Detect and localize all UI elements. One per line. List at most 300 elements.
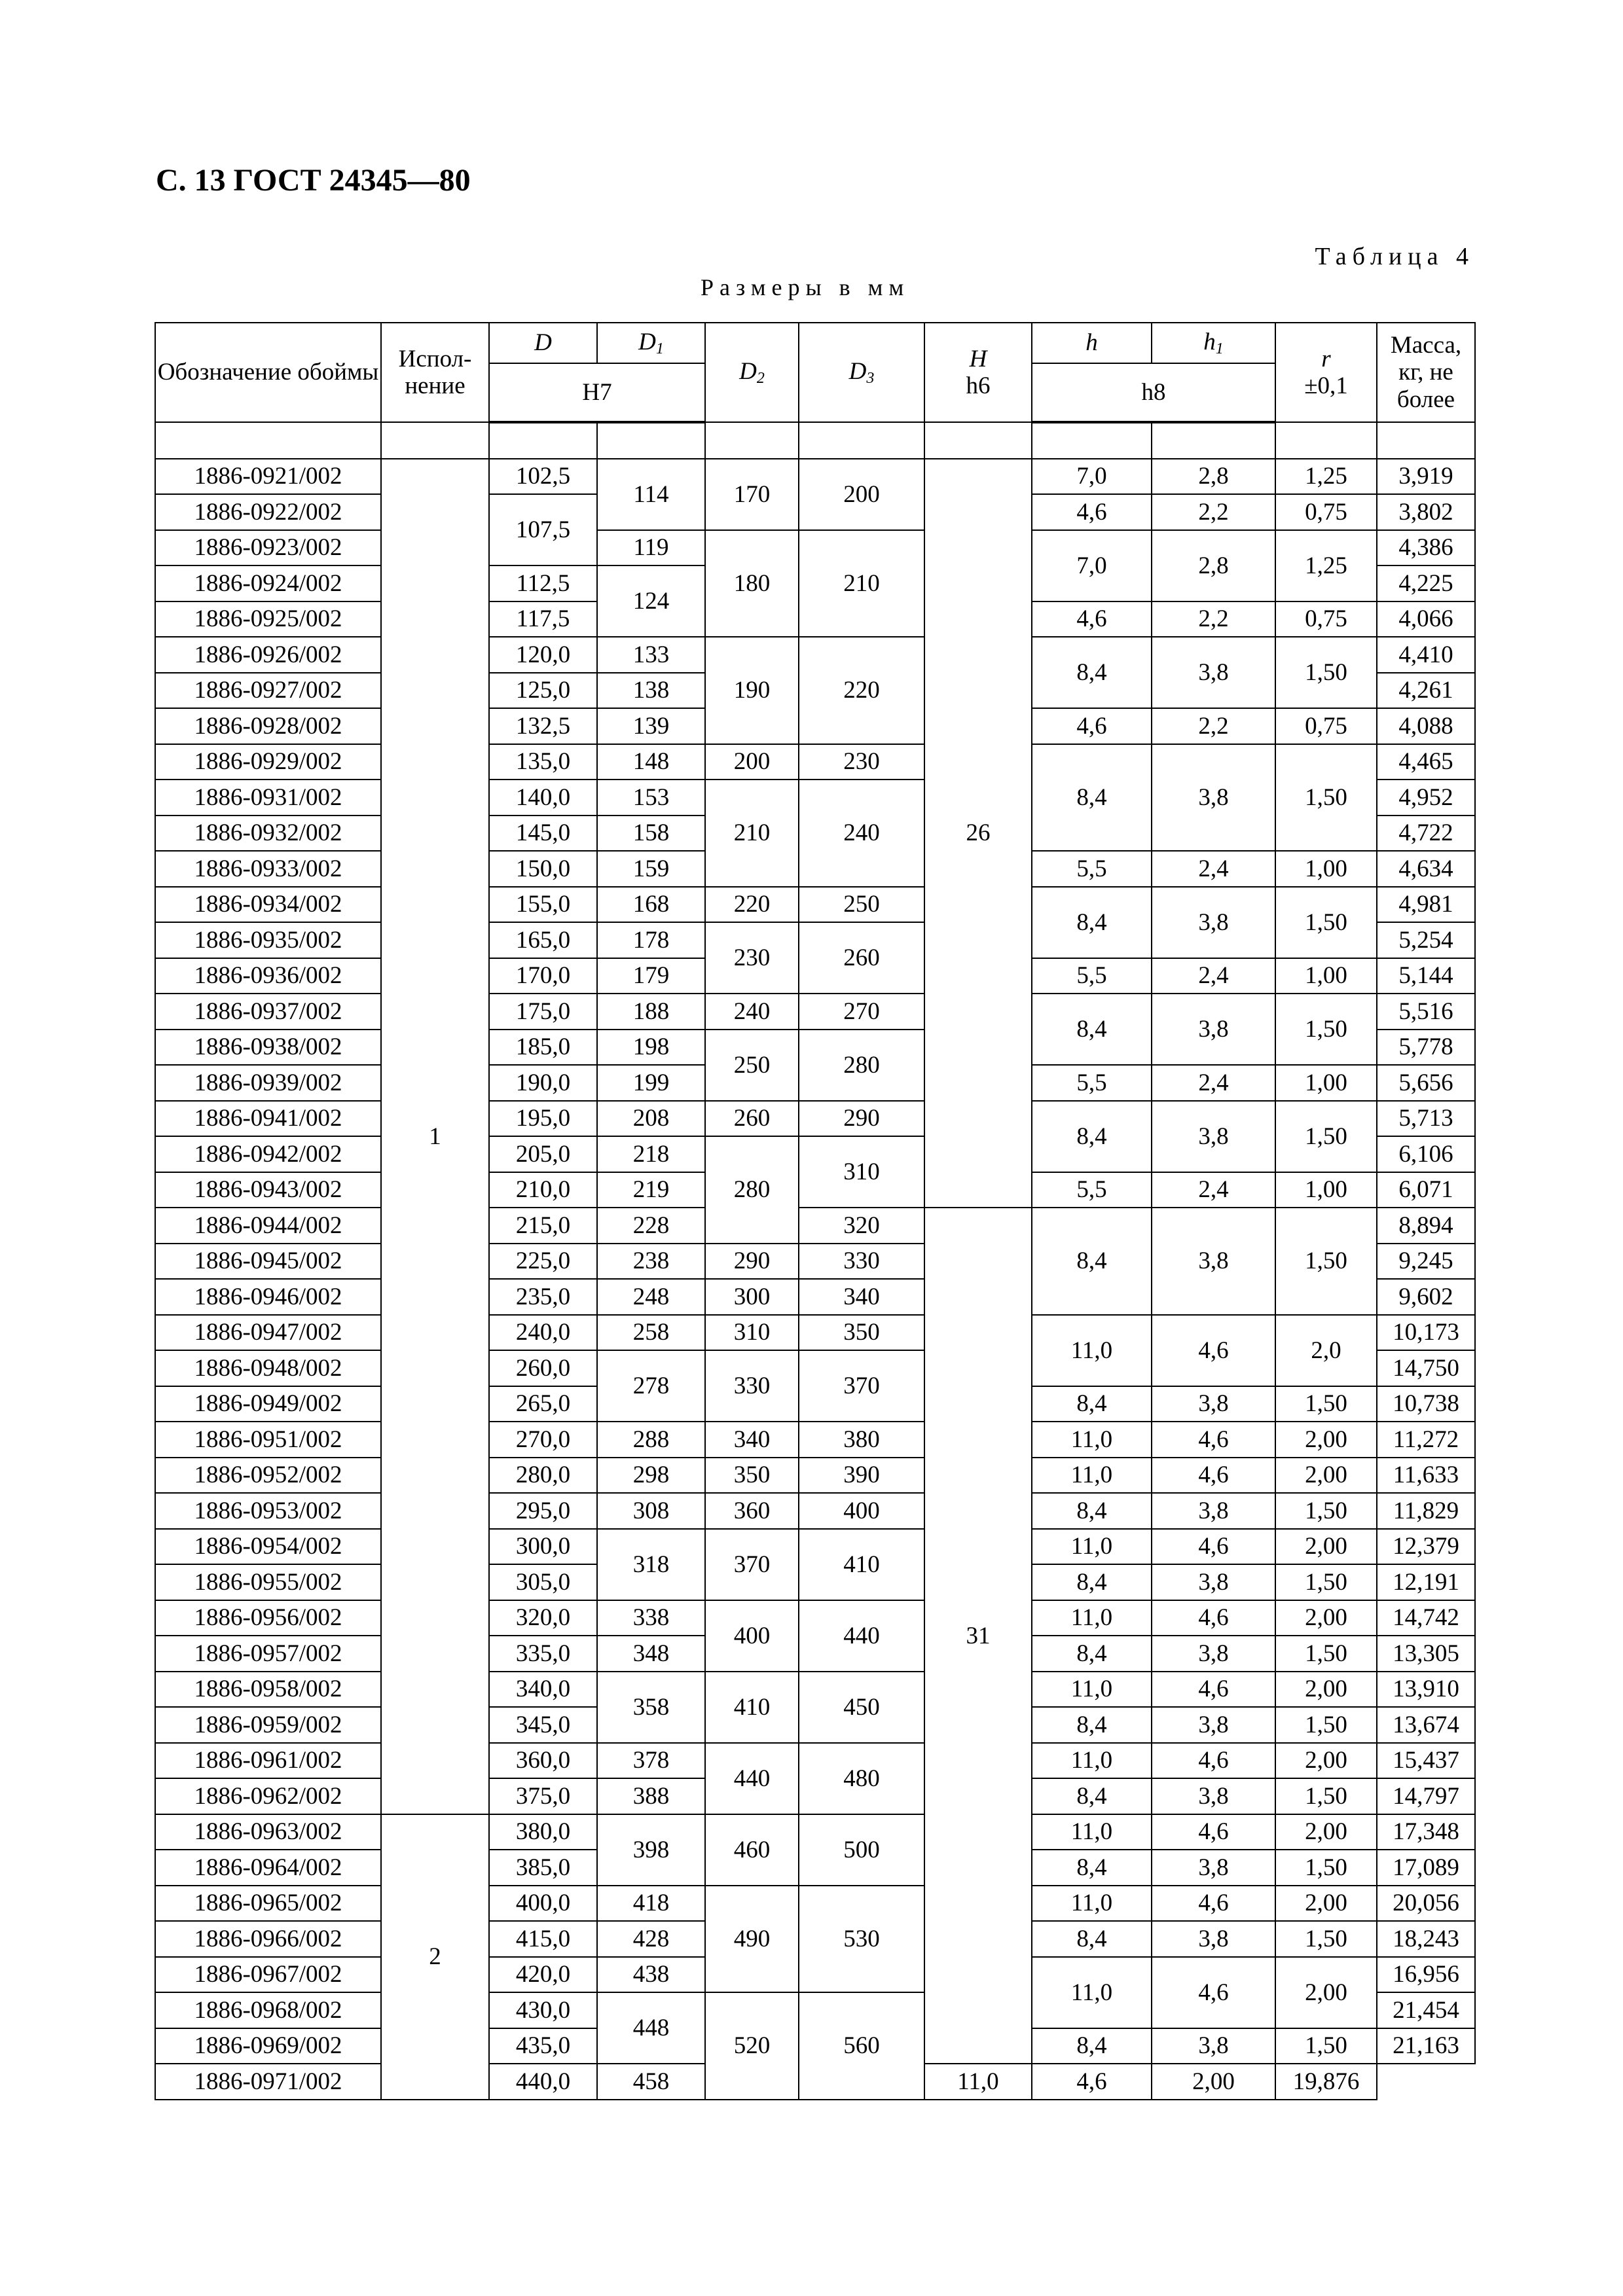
cell-d: 107,5 <box>489 494 597 565</box>
cell-r: 1,50 <box>1275 744 1377 852</box>
cell-designation: 1886-0924/002 <box>155 565 381 601</box>
cell-r: 1,50 <box>1275 1208 1377 1315</box>
cell-d2: 280 <box>705 1136 799 1244</box>
table-row <box>155 887 1475 923</box>
cell-d: 190,0 <box>489 1065 597 1101</box>
cell-mass: 4,225 <box>1377 565 1475 601</box>
cell-mass: 4,088 <box>1377 708 1475 744</box>
cell-d: 440,0 <box>489 2064 597 2100</box>
cell-d1: 238 <box>597 1244 705 1280</box>
cell-mass: 16,956 <box>1377 1957 1475 1993</box>
header-d2-symbol: D <box>739 357 757 385</box>
cell-d: 260,0 <box>489 1350 597 1386</box>
cell-r: 0,75 <box>1275 494 1377 530</box>
cell-h: 4,6 <box>1032 494 1152 530</box>
cell-h1: 3,8 <box>1152 887 1275 958</box>
cell-h1: 4,6 <box>1152 1672 1275 1708</box>
cell-h-total: 31 <box>924 1208 1032 2064</box>
table-row <box>155 744 1475 780</box>
cell-r: 2,00 <box>1275 1957 1377 2028</box>
table-row <box>155 1886 1475 1922</box>
cell-d2: 360 <box>705 1493 799 1529</box>
cell-mass: 4,410 <box>1377 637 1475 673</box>
cell-d3: 260 <box>799 922 924 994</box>
cell-h: 8,4 <box>1032 1850 1152 1886</box>
cell-h1: 4,6 <box>1152 1886 1275 1922</box>
cell-d: 385,0 <box>489 1850 597 1886</box>
cell-d1: 448 <box>597 1992 705 2064</box>
cell-d: 400,0 <box>489 1886 597 1922</box>
table-row <box>155 530 1475 566</box>
cell-h: 4,6 <box>1032 601 1152 637</box>
cell-mass: 5,778 <box>1377 1030 1475 1066</box>
header-h8: h8 <box>1032 363 1275 422</box>
cell-designation: 1886-0966/002 <box>155 1921 381 1957</box>
cell-designation: 1886-0953/002 <box>155 1493 381 1529</box>
cell-h: 8,4 <box>1032 637 1152 708</box>
cell-h: 8,4 <box>1032 887 1152 958</box>
cell-h1: 3,8 <box>1152 1707 1275 1743</box>
header-d2-subscript: 2 <box>756 369 765 387</box>
cell-designation: 1886-0926/002 <box>155 637 381 673</box>
cell-designation: 1886-0948/002 <box>155 1350 381 1386</box>
header-r <box>1275 323 1377 422</box>
cell-d: 225,0 <box>489 1244 597 1280</box>
cell-designation: 1886-0963/002 <box>155 1814 381 1850</box>
header-r-symbol: r <box>1321 345 1331 372</box>
header-designation: Обозначение обоймы <box>155 323 381 422</box>
cell-mass: 17,089 <box>1377 1850 1475 1886</box>
cell-r: 2,00 <box>1275 1458 1377 1494</box>
cell-d1: 228 <box>597 1208 705 1244</box>
cell-h1: 2,2 <box>1152 601 1275 637</box>
cell-d: 205,0 <box>489 1136 597 1172</box>
cell-d1: 199 <box>597 1065 705 1101</box>
cell-d2: 170 <box>705 459 799 530</box>
cell-d: 135,0 <box>489 744 597 780</box>
cell-r: 1,50 <box>1275 637 1377 708</box>
cell-r: 1,00 <box>1275 958 1377 994</box>
cell-mass: 20,056 <box>1377 1886 1475 1922</box>
cell-d3: 410 <box>799 1529 924 1600</box>
cell-r: 1,50 <box>1275 1850 1377 1886</box>
cell-designation: 1886-0951/002 <box>155 1422 381 1458</box>
table-row <box>155 1422 1475 1458</box>
cell-d: 125,0 <box>489 673 597 709</box>
cell-d1: 248 <box>597 1279 705 1315</box>
cell-r: 1,00 <box>1275 851 1377 887</box>
cell-h1: 4,6 <box>1152 1529 1275 1565</box>
cell-d: 215,0 <box>489 1208 597 1244</box>
cell-d1: 338 <box>597 1600 705 1636</box>
cell-d: 430,0 <box>489 1992 597 2028</box>
cell-d3: 220 <box>799 637 924 744</box>
cell-designation: 1886-0925/002 <box>155 601 381 637</box>
cell-d1: 388 <box>597 1778 705 1814</box>
cell-mass: 9,245 <box>1377 1244 1475 1280</box>
cell-h1: 2,8 <box>1152 530 1275 601</box>
cell-h1: 3,8 <box>1152 1921 1275 1957</box>
cell-designation: 1886-0932/002 <box>155 816 381 852</box>
cell-h: 8,4 <box>1032 1101 1152 1172</box>
cell-h: 8,4 <box>1032 1208 1152 1315</box>
header-d3 <box>799 323 924 422</box>
cell-d1: 158 <box>597 816 705 852</box>
cell-d: 305,0 <box>489 1564 597 1600</box>
cell-h1: 3,8 <box>1152 994 1275 1065</box>
cell-r: 2,00 <box>1275 1672 1377 1708</box>
cell-d1: 458 <box>597 2064 705 2100</box>
cell-r: 1,50 <box>1275 994 1377 1065</box>
table-row <box>155 1458 1475 1494</box>
cell-designation: 1886-0947/002 <box>155 1315 381 1351</box>
cell-h1: 4,6 <box>1152 1422 1275 1458</box>
cell-r: 1,50 <box>1275 1707 1377 1743</box>
cell-d3: 330 <box>799 1244 924 1280</box>
table-row <box>155 1600 1475 1636</box>
cell-r: 2,00 <box>1275 1422 1377 1458</box>
cell-d3: 310 <box>799 1136 924 1208</box>
cell-d: 270,0 <box>489 1422 597 1458</box>
cell-d3: 450 <box>799 1672 924 1743</box>
cell-mass: 4,386 <box>1377 530 1475 566</box>
cell-designation: 1886-0956/002 <box>155 1600 381 1636</box>
cell-h: 5,5 <box>1032 1172 1152 1208</box>
cell-d2: 410 <box>705 1672 799 1743</box>
cell-h1: 4,6 <box>1152 1600 1275 1636</box>
cell-mass: 5,713 <box>1377 1101 1475 1137</box>
cell-r: 0,75 <box>1275 601 1377 637</box>
cell-d: 340,0 <box>489 1672 597 1708</box>
cell-d3: 250 <box>799 887 924 923</box>
cell-h: 8,4 <box>1032 744 1152 852</box>
cell-h1: 2,8 <box>1152 459 1275 495</box>
table-row <box>155 1672 1475 1708</box>
cell-version: 2 <box>381 1814 489 2100</box>
cell-designation: 1886-0936/002 <box>155 958 381 994</box>
cell-mass: 21,163 <box>1377 2028 1475 2064</box>
cell-mass: 14,797 <box>1377 1778 1475 1814</box>
cell-designation: 1886-0928/002 <box>155 708 381 744</box>
cell-designation: 1886-0921/002 <box>155 459 381 495</box>
cell-d2: 400 <box>705 1600 799 1672</box>
header-d3-symbol: D <box>848 357 867 385</box>
cell-h: 8,4 <box>1032 2028 1152 2064</box>
cell-h: 11,0 <box>1032 1315 1152 1386</box>
cell-designation: 1886-0967/002 <box>155 1957 381 1993</box>
cell-designation: 1886-0943/002 <box>155 1172 381 1208</box>
cell-r: 1,00 <box>1275 1172 1377 1208</box>
cell-h1: 4,6 <box>1152 1814 1275 1850</box>
cell-h1: 4,6 <box>1152 1743 1275 1779</box>
cell-mass: 9,602 <box>1377 1279 1475 1315</box>
cell-version: 1 <box>381 459 489 1814</box>
cell-mass: 18,243 <box>1377 1921 1475 1957</box>
cell-h: 8,4 <box>1032 1778 1152 1814</box>
cell-d: 345,0 <box>489 1707 597 1743</box>
cell-mass: 11,633 <box>1377 1458 1475 1494</box>
cell-d: 165,0 <box>489 922 597 958</box>
cell-d3: 290 <box>799 1101 924 1137</box>
cell-r: 2,00 <box>1275 1814 1377 1850</box>
cell-d3: 370 <box>799 1350 924 1422</box>
cell-mass: 17,348 <box>1377 1814 1475 1850</box>
cell-d: 295,0 <box>489 1493 597 1529</box>
cell-d1: 298 <box>597 1458 705 1494</box>
header-d: D <box>489 323 597 363</box>
cell-mass: 13,674 <box>1377 1707 1475 1743</box>
table-row <box>155 1529 1475 1565</box>
cell-d1: 219 <box>597 1172 705 1208</box>
cell-designation: 1886-0942/002 <box>155 1136 381 1172</box>
cell-d2: 230 <box>705 922 799 994</box>
cell-d1: 358 <box>597 1672 705 1743</box>
header-d2 <box>705 323 799 422</box>
cell-d: 335,0 <box>489 1636 597 1672</box>
cell-h-total: 26 <box>924 459 1032 1208</box>
cell-d2: 200 <box>705 744 799 780</box>
cell-d2: 190 <box>705 637 799 744</box>
cell-designation: 1886-0968/002 <box>155 1992 381 2028</box>
cell-mass: 6,106 <box>1377 1136 1475 1172</box>
cell-d1: 139 <box>597 708 705 744</box>
cell-d3: 270 <box>799 994 924 1030</box>
cell-d1: 119 <box>597 530 705 566</box>
header-h1-symbol: h <box>1203 328 1216 355</box>
header-d1-subscript: 1 <box>655 340 664 357</box>
cell-d: 150,0 <box>489 851 597 887</box>
cell-d: 170,0 <box>489 958 597 994</box>
cell-mass: 5,656 <box>1377 1065 1475 1101</box>
cell-r: 2,00 <box>1275 1743 1377 1779</box>
cell-d2: 330 <box>705 1350 799 1422</box>
cell-designation: 1886-0962/002 <box>155 1778 381 1814</box>
cell-d2: 350 <box>705 1458 799 1494</box>
cell-designation: 1886-0944/002 <box>155 1208 381 1244</box>
cell-d3: 340 <box>799 1279 924 1315</box>
cell-d3: 210 <box>799 530 924 637</box>
header-h1-subscript: 1 <box>1215 340 1224 357</box>
cell-h1: 3,8 <box>1152 1636 1275 1672</box>
header-mass: Масса, кг, не более <box>1377 323 1475 422</box>
cell-mass: 14,750 <box>1377 1350 1475 1386</box>
cell-r: 2,00 <box>1152 2064 1275 2100</box>
cell-d3: 320 <box>799 1208 924 1244</box>
cell-d3: 390 <box>799 1458 924 1494</box>
cell-h: 8,4 <box>1032 1564 1152 1600</box>
cell-r: 2,00 <box>1275 1600 1377 1636</box>
cell-designation: 1886-0959/002 <box>155 1707 381 1743</box>
cell-d3: 500 <box>799 1814 924 1886</box>
cell-d2: 310 <box>705 1315 799 1351</box>
cell-designation: 1886-0929/002 <box>155 744 381 780</box>
cell-d2: 440 <box>705 1743 799 1814</box>
table-row <box>155 1814 1475 1850</box>
cell-r: 1,25 <box>1275 459 1377 495</box>
cell-mass: 19,876 <box>1275 2064 1377 2100</box>
cell-designation: 1886-0955/002 <box>155 1564 381 1600</box>
cell-designation: 1886-0933/002 <box>155 851 381 887</box>
cell-designation: 1886-0931/002 <box>155 780 381 816</box>
header-h-symbol: H <box>969 345 987 372</box>
cell-d: 280,0 <box>489 1458 597 1494</box>
cell-h: 11,0 <box>1032 1672 1152 1708</box>
cell-d3: 400 <box>799 1493 924 1529</box>
table-row <box>155 637 1475 673</box>
cell-mass: 3,802 <box>1377 494 1475 530</box>
cell-d2: 220 <box>705 887 799 923</box>
cell-h1: 4,6 <box>1032 2064 1152 2100</box>
cell-d2: 180 <box>705 530 799 637</box>
units-caption: Размеры в мм <box>701 274 910 300</box>
cell-r: 1,50 <box>1275 887 1377 958</box>
cell-d: 360,0 <box>489 1743 597 1779</box>
cell-d1: 124 <box>597 565 705 637</box>
cell-d1: 418 <box>597 1886 705 1922</box>
cell-d1: 198 <box>597 1030 705 1066</box>
table-head <box>155 323 1475 422</box>
spacer-row <box>155 422 1475 459</box>
cell-h: 11,0 <box>1032 1529 1152 1565</box>
cell-d1: 148 <box>597 744 705 780</box>
cell-mass: 5,516 <box>1377 994 1475 1030</box>
cell-h: 11,0 <box>1032 1458 1152 1494</box>
cell-d1: 288 <box>597 1422 705 1458</box>
cell-d: 102,5 <box>489 459 597 495</box>
dimensions-table <box>155 322 1476 2100</box>
cell-d2: 460 <box>705 1814 799 1886</box>
cell-designation: 1886-0938/002 <box>155 1030 381 1066</box>
cell-d3: 240 <box>799 780 924 887</box>
cell-d1: 153 <box>597 780 705 816</box>
cell-d1: 428 <box>597 1921 705 1957</box>
cell-mass: 6,071 <box>1377 1172 1475 1208</box>
cell-r: 1,50 <box>1275 1386 1377 1422</box>
cell-d: 300,0 <box>489 1529 597 1565</box>
cell-designation: 1886-0946/002 <box>155 1279 381 1315</box>
cell-h1: 3,8 <box>1152 1850 1275 1886</box>
cell-d2: 260 <box>705 1101 799 1137</box>
cell-designation: 1886-0965/002 <box>155 1886 381 1922</box>
cell-d2: 210 <box>705 780 799 887</box>
cell-designation: 1886-0971/002 <box>155 2064 381 2100</box>
cell-h: 11,0 <box>1032 1743 1152 1779</box>
cell-h: 7,0 <box>1032 459 1152 495</box>
cell-d: 140,0 <box>489 780 597 816</box>
header-h-tol <box>924 323 1032 422</box>
cell-d: 185,0 <box>489 1030 597 1066</box>
cell-d3: 230 <box>799 744 924 780</box>
cell-mass: 10,738 <box>1377 1386 1475 1422</box>
cell-mass: 4,066 <box>1377 601 1475 637</box>
cell-designation: 1886-0961/002 <box>155 1743 381 1779</box>
cell-d: 175,0 <box>489 994 597 1030</box>
cell-mass: 13,910 <box>1377 1672 1475 1708</box>
cell-d3: 280 <box>799 1030 924 1101</box>
cell-d1: 308 <box>597 1493 705 1529</box>
cell-mass: 14,742 <box>1377 1600 1475 1636</box>
cell-designation: 1886-0922/002 <box>155 494 381 530</box>
cell-d2: 240 <box>705 994 799 1030</box>
header-d3-subscript: 3 <box>866 369 875 387</box>
cell-h: 8,4 <box>1032 1493 1152 1529</box>
cell-h: 5,5 <box>1032 851 1152 887</box>
header-version: Испол-нение <box>381 323 489 422</box>
cell-mass: 11,829 <box>1377 1493 1475 1529</box>
cell-h1: 2,2 <box>1152 494 1275 530</box>
cell-h: 8,4 <box>1032 994 1152 1065</box>
cell-h1: 3,8 <box>1152 744 1275 852</box>
cell-d1: 159 <box>597 851 705 887</box>
cell-d3: 380 <box>799 1422 924 1458</box>
cell-designation: 1886-0941/002 <box>155 1101 381 1137</box>
cell-h1: 4,6 <box>1152 1458 1275 1494</box>
header-h7: H7 <box>489 363 705 422</box>
cell-designation: 1886-0945/002 <box>155 1244 381 1280</box>
cell-mass: 3,919 <box>1377 459 1475 495</box>
cell-h1: 4,6 <box>1152 1315 1275 1386</box>
cell-d: 120,0 <box>489 637 597 673</box>
cell-h1: 2,2 <box>1152 708 1275 744</box>
cell-r: 2,00 <box>1275 1886 1377 1922</box>
cell-h: 11,0 <box>1032 1886 1152 1922</box>
cell-h1: 2,4 <box>1152 958 1275 994</box>
header-d1-symbol: D <box>638 328 656 355</box>
cell-r: 2,0 <box>1275 1315 1377 1386</box>
cell-d: 210,0 <box>489 1172 597 1208</box>
cell-d1: 208 <box>597 1101 705 1137</box>
header-h1 <box>1152 323 1275 363</box>
cell-designation: 1886-0935/002 <box>155 922 381 958</box>
cell-r: 1,50 <box>1275 1101 1377 1172</box>
cell-d3: 480 <box>799 1743 924 1814</box>
cell-mass: 21,454 <box>1377 1992 1475 2028</box>
cell-d: 375,0 <box>489 1778 597 1814</box>
cell-mass: 11,272 <box>1377 1422 1475 1458</box>
table-row <box>155 994 1475 1030</box>
cell-h: 7,0 <box>1032 530 1152 601</box>
cell-d2: 250 <box>705 1030 799 1101</box>
table-row <box>155 1743 1475 1779</box>
cell-r: 1,25 <box>1275 530 1377 601</box>
header-h: h <box>1032 323 1152 363</box>
cell-h: 8,4 <box>1032 1707 1152 1743</box>
cell-mass: 4,952 <box>1377 780 1475 816</box>
table-row <box>155 459 1475 495</box>
cell-h: 8,4 <box>1032 1636 1152 1672</box>
cell-d2: 520 <box>705 1992 799 2100</box>
cell-mass: 15,437 <box>1377 1743 1475 1779</box>
cell-h1: 3,8 <box>1152 2028 1275 2064</box>
cell-designation: 1886-0952/002 <box>155 1458 381 1494</box>
cell-designation: 1886-0927/002 <box>155 673 381 709</box>
cell-mass: 8,894 <box>1377 1208 1475 1244</box>
cell-h1: 3,8 <box>1152 637 1275 708</box>
cell-d: 320,0 <box>489 1600 597 1636</box>
cell-d3: 530 <box>799 1886 924 1993</box>
cell-d: 117,5 <box>489 601 597 637</box>
cell-h: 11,0 <box>1032 1422 1152 1458</box>
cell-d2: 490 <box>705 1886 799 1993</box>
cell-mass: 5,144 <box>1377 958 1475 994</box>
cell-mass: 10,173 <box>1377 1315 1475 1351</box>
cell-mass: 12,191 <box>1377 1564 1475 1600</box>
cell-d1: 179 <box>597 958 705 994</box>
cell-d3: 200 <box>799 459 924 530</box>
cell-d: 380,0 <box>489 1814 597 1850</box>
cell-mass: 4,634 <box>1377 851 1475 887</box>
cell-mass: 13,305 <box>1377 1636 1475 1672</box>
